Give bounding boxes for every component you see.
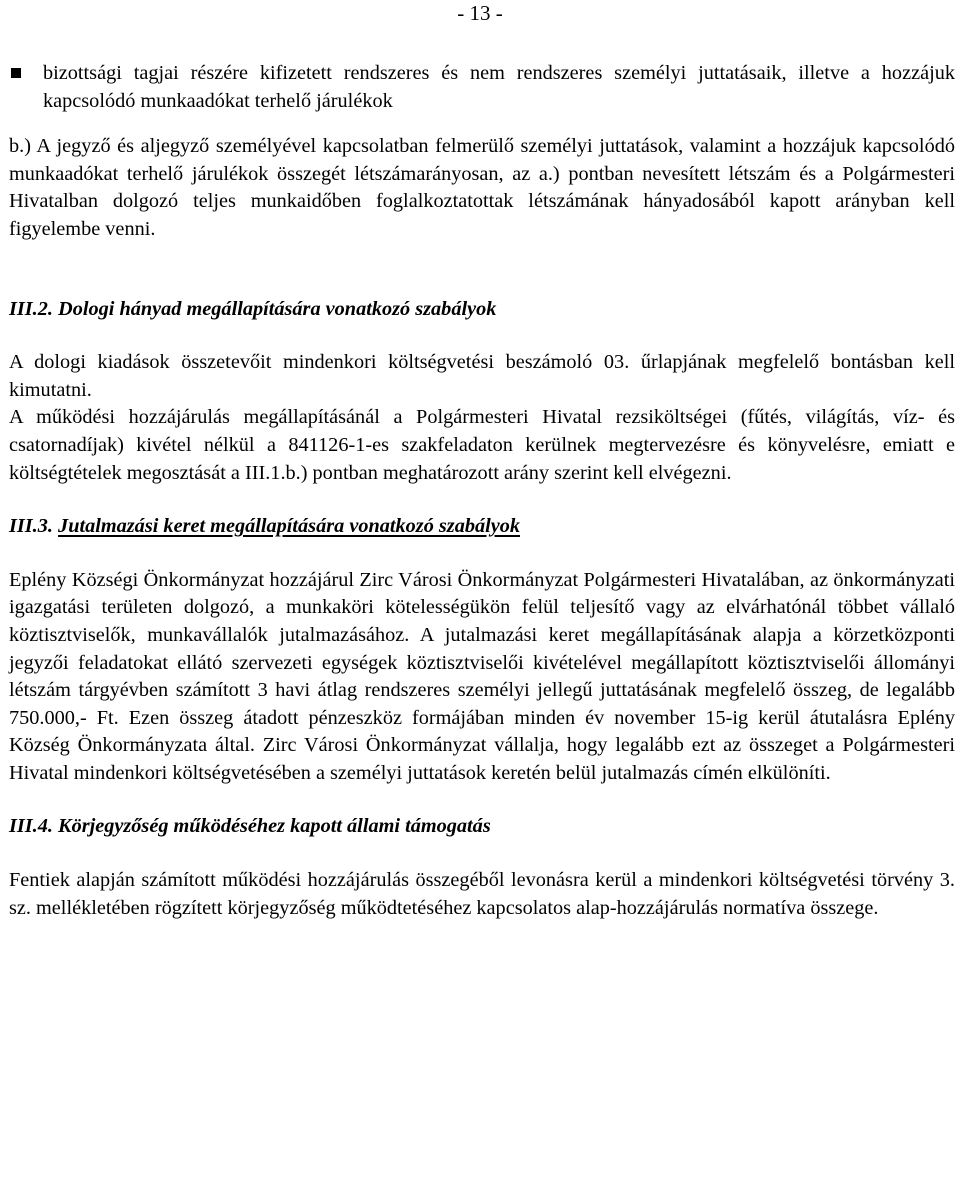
paragraph-iii-2-2: A működési hozzájárulás megállapításánál a Polgármesteri Hivatal rezsiköltségei (fűtés, világítás, víz- és csatornadíjak) kivétel nélkül a 841126-1-es szakfeladaton kerülnek megtervezésre és könyvelésre, emiatt e költségtételek megosztását a III.1.b.) pontban meghatározott arány szerint kell elvégezni. [9,406,955,484]
section-number: III.3. [9,515,53,538]
bullet-text: bizottsági tagjai részére kifizetett rendszeres és nem rendszeres személyi juttatásaik, illetve a hozzájuk kapcsolódó munkaadókat terhelő járulékok [43,62,955,112]
bullet-list-item [9,60,955,115]
section-heading-iii-3 [9,513,955,541]
section-number: III.2. [9,297,53,320]
square-bullet-icon [9,60,43,87]
section-title: Körjegyzőség működéséhez kapott állami támogatás [58,815,491,838]
paragraph-iii-3-1: Eplény Községi Önkormányzat hozzájárul Zirc Városi Önkormányzat Polgármesteri Hivatalában, az önkormányzati igazgatási területen dolgozó, a munkaköri kötelességükön felül teljesítő vagy az elvárhatónál többet vállaló köztisztviselők, munkavállalók jutalmazásához. A jutalmazási keret megállapításának alapja a körzetközponti jegyzői feladatokat ellátó szervezeti egységek köztisztviselői kivételével megállapított köztisztviselői állományi létszám tárgyévben számított 3 havi átlag rendszeres személyi jellegű juttatásának megfelelő összeg, de legalább 750.000,- Ft. Ezen összeg átadott pénzeszköz formájában minden év november 15-ig kerül átutalásra Eplény Község Önkormányzata által. Zirc Városi Önkormányzat vállalja, hogy legalább ezt az összeget a Polgármesteri Hivatal mindenkori költségvetésében a személyi juttatások keretén belül jutalmazás címén elkülöníti. [9,568,955,784]
section-heading-iii-2 [9,296,955,324]
paragraph-iii-4-1: Fentiek alapján számított működési hozzájárulás összegéből levonásra kerül a mindenkori költségvetési törvény 3. sz. mellékletében rögzített körjegyzőség működtetéséhez kapcsolatos alap-hozzájárulás normatíva összege. [9,869,955,919]
section-title: Dologi hányad megállapítására vonatkozó szabályok [58,297,497,320]
paragraph-b: b.) A jegyző és aljegyző személyével kapcsolatban felmerülő személyi juttatások, valamint a hozzájuk kapcsolódó munkaadókat terhelő járulékok összegét létszámarányosan, az a.) pontban nevesített létszám és a Polgármesteri Hivatalban dolgozó teljes munkaidőben foglalkoztatottak létszámának hányadosából kapott arányban kell figyelembe venni. [9,135,955,240]
section-title: Jutalmazási keret megállapítására vonatkozó szabályok [58,515,521,538]
page-number: - 13 - [457,1,503,25]
paragraph-iii-2-1: A dologi kiadások összetevőit mindenkori költségvetési beszámoló 03. űrlapjának megfelelő bontásban kell kimutatni. [9,351,955,401]
section-heading-iii-4 [9,813,955,841]
section-number: III.4. [9,815,53,838]
document-body [9,60,955,922]
